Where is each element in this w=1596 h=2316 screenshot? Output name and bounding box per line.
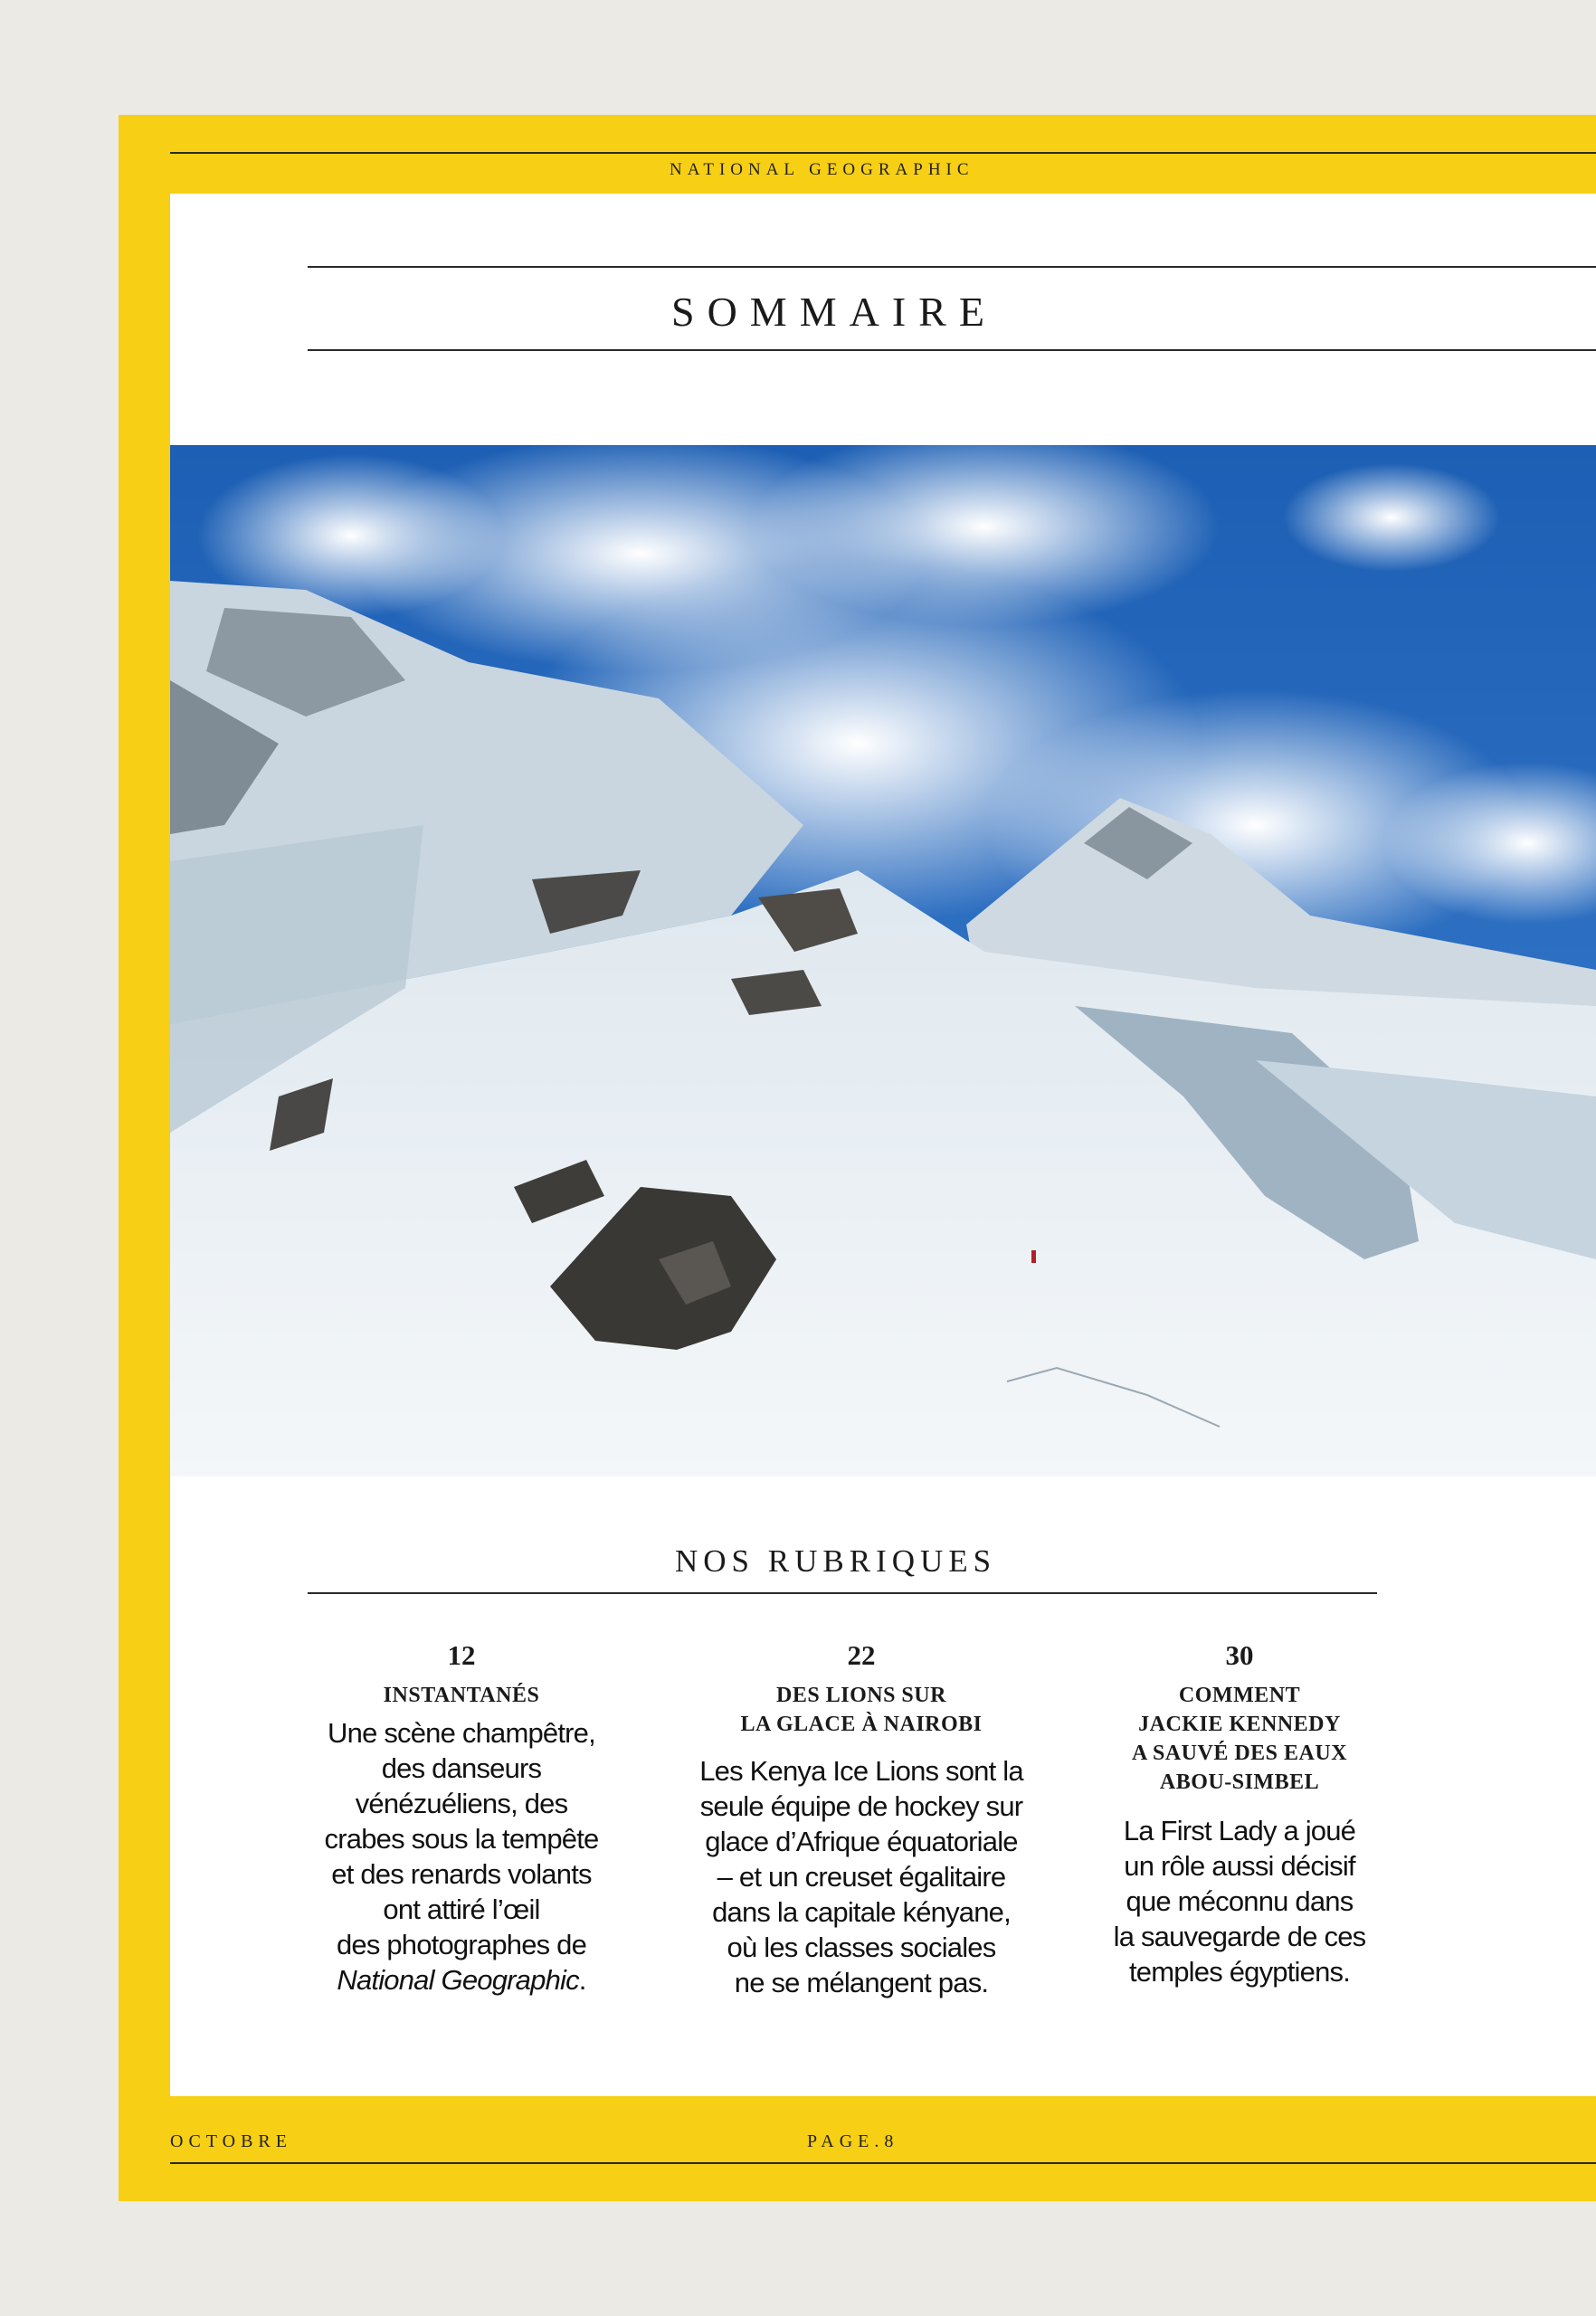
section-heading-rubriques: NOS RUBRIQUES [675, 1543, 997, 1579]
title-top-rule [308, 266, 1596, 268]
page-number: 12 [447, 1639, 476, 1671]
hero-photo [170, 445, 1596, 1476]
rubrique-heading: DES LIONS SUR LA GLACE À NAIROBI [740, 1684, 983, 1736]
rubriques-rule [308, 1592, 1377, 1594]
page-title: SOMMAIRE [671, 289, 997, 335]
masthead-top-rule [170, 152, 1596, 154]
description-text: Une scène champêtre, des danseurs vénézuéliens, des crabes sous la tempête et des renards volants ont attiré l’œil des photographes de [324, 1717, 599, 1960]
page-number: 30 [1225, 1639, 1254, 1671]
footer-rule [170, 2162, 1596, 2164]
rubrique-item[interactable] [698, 1639, 1024, 2000]
description-end: . [578, 1964, 586, 1996]
rubrique-item[interactable] [299, 1639, 624, 1998]
title-bottom-rule [308, 349, 1596, 351]
rubrique-description: Les Kenya Ice Lions sont la seule équipe de hockey sur glace d’Afrique équatoriale – et un creuset égalitaire dans la capitale kényane, où les classes sociales ne se mélangent pas. [699, 1755, 1023, 1998]
description-emphasis: National Geographic [337, 1964, 579, 1996]
rubrique-description [299, 1715, 624, 1998]
page-number: 22 [847, 1639, 876, 1671]
footer-page-number: PAGE.8 [807, 2131, 899, 2151]
rubrique-heading: COMMENT JACKIE KENNEDY A SAUVÉ DES EAUX ABOU-SIMBEL [1131, 1684, 1348, 1794]
rubrique-description: La First Lady a joué un rôle aussi décisif que méconnu dans la sauvegarde de ces temples égyptiens. [1113, 1815, 1366, 1988]
magazine-name: NATIONAL GEOGRAPHIC [670, 160, 974, 179]
rubrique-item[interactable] [1077, 1639, 1402, 1989]
footer-month: OCTOBRE [170, 2131, 292, 2151]
rubrique-heading: INSTANTANÉS [383, 1684, 540, 1707]
